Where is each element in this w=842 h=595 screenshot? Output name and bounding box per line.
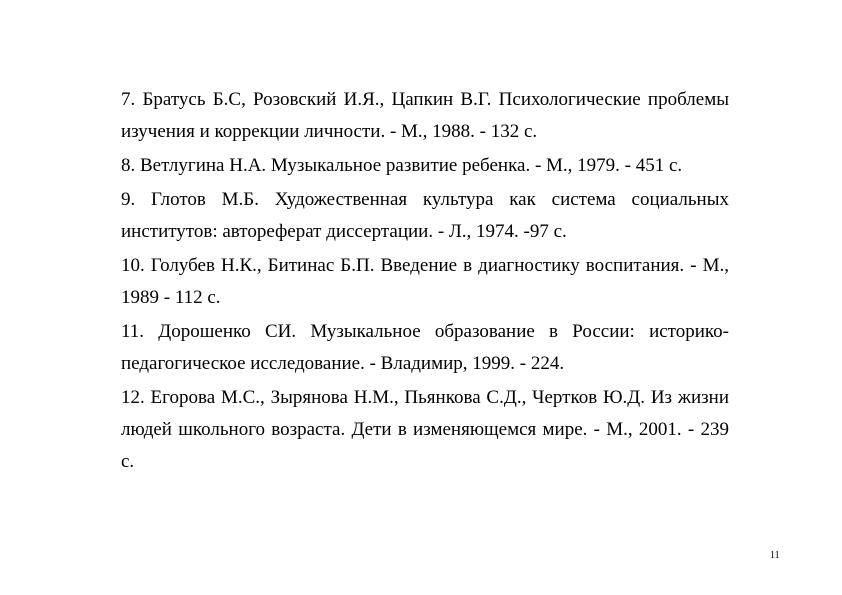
reference-item-8: 8. Ветлугина Н.А. Музыкальное развитие ребенка. - М., 1979. - 451 с. bbox=[121, 155, 683, 176]
reference-item-11: 11. Дорошенко СИ. Музыкальное образование в России: историко-педагогическое исследование. - Владимир, 1999. - 224. bbox=[121, 321, 729, 374]
reference-list bbox=[121, 84, 729, 480]
page-number: 11 bbox=[770, 550, 780, 561]
reference-item-7: 7. Братусь Б.С, Розовский И.Я., Цапкин В.Г. Психологические проблемы изучения и коррекции личности. - М., 1988. - 132 с. bbox=[121, 89, 729, 142]
reference-item-9: 9. Глотов М.Б. Художественная культура как система социальных институтов: автореферат диссертации. - Л., 1974. -97 с. bbox=[121, 189, 729, 242]
reference-item-10: 10. Голубев Н.К., Битинас Б.П. Введение в диагностику воспитания. - М., 1989 - 112 с. bbox=[121, 255, 729, 308]
reference-item-12: 12. Егорова М.С., Зырянова Н.М., Пьянкова С.Д., Чертков Ю.Д. Из жизни людей школьного возраста. Дети в изменяющемся мире. - М., 2001. - 239 с. bbox=[121, 387, 729, 472]
